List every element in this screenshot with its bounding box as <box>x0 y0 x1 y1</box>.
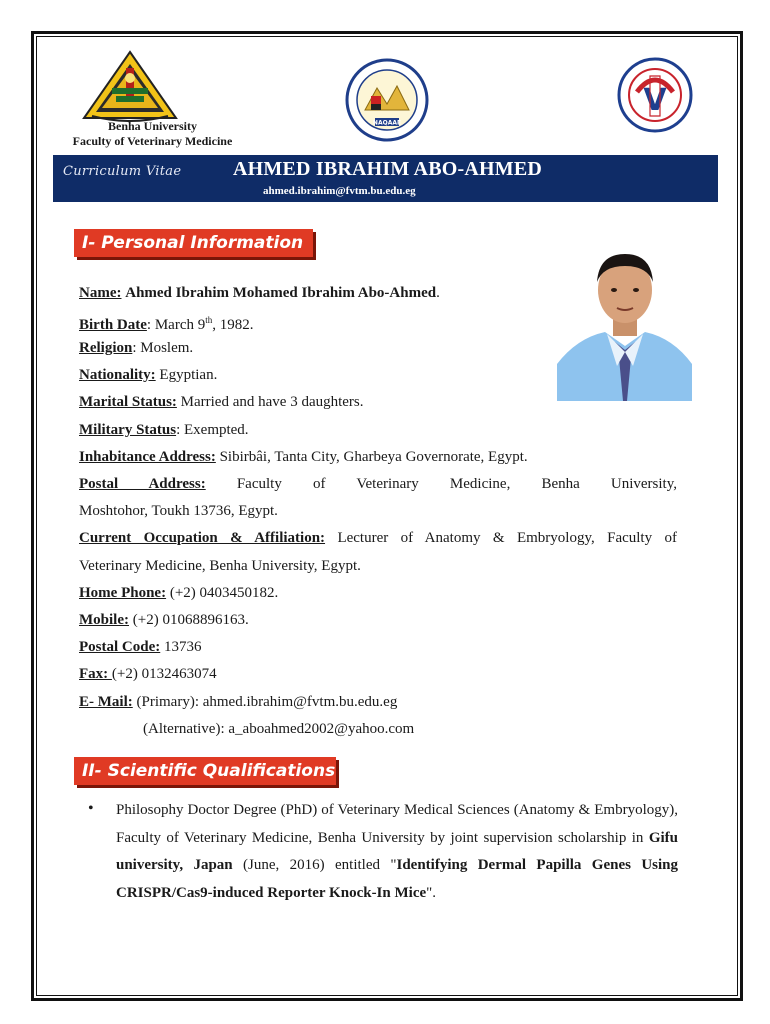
birth-date-suffix: th <box>205 315 213 325</box>
qualification-text-2: (June, 2016) entitled " <box>232 857 397 873</box>
candidate-name-title: AHMED IBRAHIM ABO-AHMED <box>233 158 543 180</box>
occupation-line2: Veterinary Medicine, Benha University, Egypt. <box>79 558 361 574</box>
section-heading-scientific: II- Scientific Qualifications <box>74 757 336 785</box>
qualification-university: Gifu university, Japan <box>116 829 678 873</box>
email-alternative[interactable]: (Alternative): a_aboahmed2002@yahoo.com <box>143 721 415 737</box>
banner-email[interactable]: ahmed.ibrahim@fvtm.bu.edu.eg <box>263 185 416 197</box>
university-caption <box>40 119 265 149</box>
naqaae-seal-text: NAQAAE <box>372 119 402 127</box>
home-phone-value: (+2) 0403450182. <box>169 585 279 601</box>
birth-date-value: : March 9 <box>146 317 206 333</box>
military-status-value: : Exempted. <box>176 422 249 438</box>
name-row: Name: Ahmed Ibrahim Mohamed Ibrahim Abo-Ahmed. <box>79 285 440 301</box>
birth-date-year: , 1982. <box>212 317 254 333</box>
home-phone-row <box>79 584 278 602</box>
nationality-value: Egyptian. <box>159 367 218 383</box>
section-heading-personal: I- Personal Information <box>74 229 313 257</box>
benha-university-logo <box>82 50 178 122</box>
naqaae-seal-logo <box>345 58 429 142</box>
postal-address-line2: Moshtohor, Toukh 13736, Egypt. <box>79 503 278 519</box>
faculty-vet-medicine-logo <box>612 56 698 134</box>
postal-address-row <box>79 475 677 493</box>
fax-row <box>79 665 217 683</box>
nationality-row <box>79 366 217 384</box>
email-primary[interactable]: (Primary): ahmed.ibrahim@fvtm.bu.edu.eg <box>136 694 398 710</box>
cv-label: Curriculum Vitae <box>63 164 182 179</box>
qualification-item <box>116 797 678 907</box>
profile-photo <box>557 246 692 401</box>
university-name: Benha University <box>107 119 197 133</box>
religion-row <box>79 339 193 357</box>
faculty-name: Faculty of Veterinary Medicine <box>72 134 233 148</box>
birth-date-row <box>79 311 254 334</box>
nationality-label: Nationality: <box>79 367 156 383</box>
home-phone-label: Home Phone: <box>79 585 167 601</box>
religion-label: Religion <box>79 340 133 356</box>
qualification-text-3: ". <box>426 884 437 901</box>
occupation-row <box>79 529 677 547</box>
marital-status-value: Married and have 3 daughters. <box>180 394 364 410</box>
email-label: E- Mail: <box>79 694 133 710</box>
name-label: Name: <box>79 285 122 301</box>
qualification-text-1: Philosophy Doctor Degree (PhD) of Veterinary Medical Sciences (Anatomy & Embryology), Faculty of Veterinary Medicine, Benha University by joint supervision scholarship in <box>116 802 678 846</box>
header-banner <box>53 155 718 202</box>
postal-code-label: Postal Code: <box>79 639 161 655</box>
religion-value: : Moslem. <box>132 340 194 356</box>
name-value: Ahmed Ibrahim Mohamed Ibrahim Abo-Ahmed <box>125 285 437 301</box>
bullet-marker: • <box>88 800 94 817</box>
email-row <box>79 693 397 711</box>
postal-address-label: Postal Address: <box>79 476 206 492</box>
postal-address-value-line1: Faculty of Veterinary Medicine, Benha University, <box>236 476 677 492</box>
marital-status-label: Marital Status: <box>79 394 177 410</box>
military-status-row <box>79 421 249 439</box>
occupation-value-line1: Lecturer of Anatomy & Embryology, Faculty of <box>337 530 677 546</box>
faculty-logo-letter: V <box>643 83 667 118</box>
marital-status-row <box>79 393 364 411</box>
postal-code-row <box>79 638 202 656</box>
birth-date-label: Birth Date <box>79 317 147 333</box>
fax-label: Fax: <box>79 666 112 682</box>
military-status-label: Military Status <box>79 422 177 438</box>
qualification-thesis-title: Identifying Dermal Papilla Genes Using CRISPR/Cas9-induced Reporter Knock-In Mice <box>116 857 679 901</box>
mobile-row <box>79 611 249 629</box>
mobile-value: (+2) 01068896163. <box>132 612 249 628</box>
mobile-label: Mobile: <box>79 612 129 628</box>
postal-code-value: 13736 <box>164 639 202 655</box>
inhabitance-address-label: Inhabitance Address: <box>79 449 216 465</box>
fax-value: (+2) 0132463074 <box>111 666 217 682</box>
inhabitance-address-row <box>79 448 528 466</box>
inhabitance-address-value: Sibirbâi, Tanta City, Gharbeya Governorate, Egypt. <box>219 449 528 465</box>
occupation-label: Current Occupation & Affiliation: <box>79 530 326 546</box>
